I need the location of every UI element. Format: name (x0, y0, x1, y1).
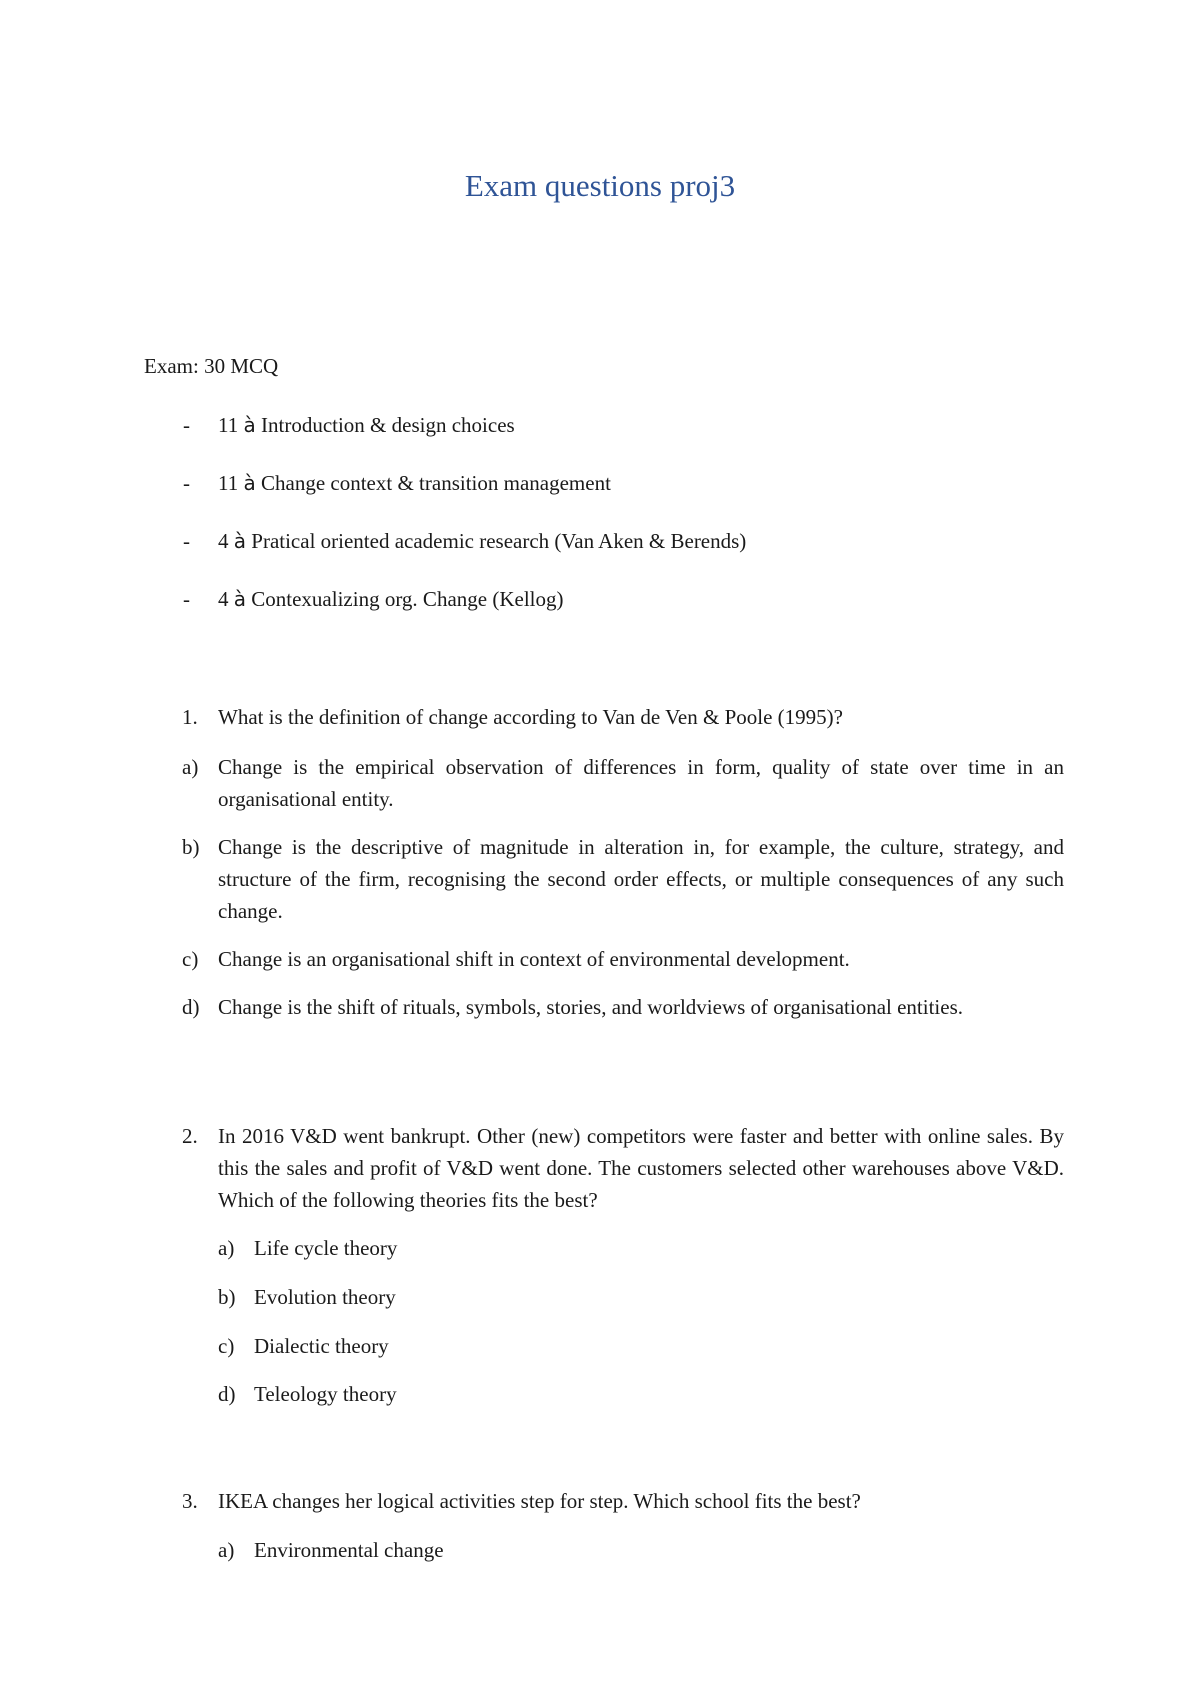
option-text: Change is the descriptive of magnitude in alteration in, for example, the culture, strategy, and structure of the firm, recognising the second order effects, or multiple consequences of any such change. (218, 835, 1064, 923)
option-text: Environmental change (254, 1538, 444, 1562)
option-letter: a) (218, 1538, 235, 1562)
question-text: In 2016 V&D went bankrupt. Other (new) competitors were faster and better with online sales. By this the sales and profit of V&D went done. The customers selected other warehouses above V&D. Which of the following theories fits the best? (218, 1124, 1064, 1212)
option-text: Teleology theory (254, 1382, 397, 1406)
option-letter: b) (182, 835, 200, 859)
arrow-icon: à (243, 413, 256, 437)
option-text: Dialectic theory (254, 1334, 389, 1358)
question-number: 3. (182, 1489, 198, 1513)
option-letter: a) (182, 755, 199, 779)
question-number: 1. (182, 705, 198, 729)
option-letter: a) (218, 1236, 235, 1260)
breakdown-item: 11 à Introduction & design choices (218, 413, 515, 437)
option-text: Evolution theory (254, 1285, 396, 1309)
question-text: IKEA changes her logical activities step for step. Which school fits the best? (218, 1489, 861, 1513)
option-letter: c) (218, 1334, 235, 1358)
arrow-icon: à (233, 587, 247, 611)
option-letter: d) (218, 1382, 236, 1406)
option-text: Life cycle theory (254, 1236, 398, 1260)
question-number: 2. (182, 1124, 198, 1148)
arrow-icon: à (243, 471, 256, 495)
question-text: What is the definition of change according to Van de Ven & Poole (1995)? (218, 705, 843, 729)
option-letter: c) (182, 947, 199, 971)
bullet-dash: - (183, 471, 190, 495)
option-text: Change is the empirical observation of differences in form, quality of state over time in an organisational entity. (218, 755, 1064, 811)
bullet-dash: - (183, 413, 190, 437)
option-text: Change is the shift of rituals, symbols, stories, and worldviews of organisational entities. (218, 995, 964, 1019)
arrow-icon: à (233, 529, 247, 553)
option-text: Change is an organisational shift in context of environmental development. (218, 947, 850, 971)
breakdown-item: 4 à Contexualizing org. Change (Kellog) (218, 587, 564, 611)
bullet-dash: - (183, 529, 190, 553)
option-letter: b) (218, 1285, 236, 1309)
breakdown-item: 11 à Change context & transition management (218, 471, 611, 495)
breakdown-item: 4 à Pratical oriented academic research (Van Aken & Berends) (218, 529, 747, 553)
option-letter: d) (182, 995, 200, 1019)
page-title: Exam questions proj3 (464, 168, 736, 203)
exam-summary: Exam: 30 MCQ (144, 354, 279, 378)
bullet-dash: - (183, 587, 190, 611)
